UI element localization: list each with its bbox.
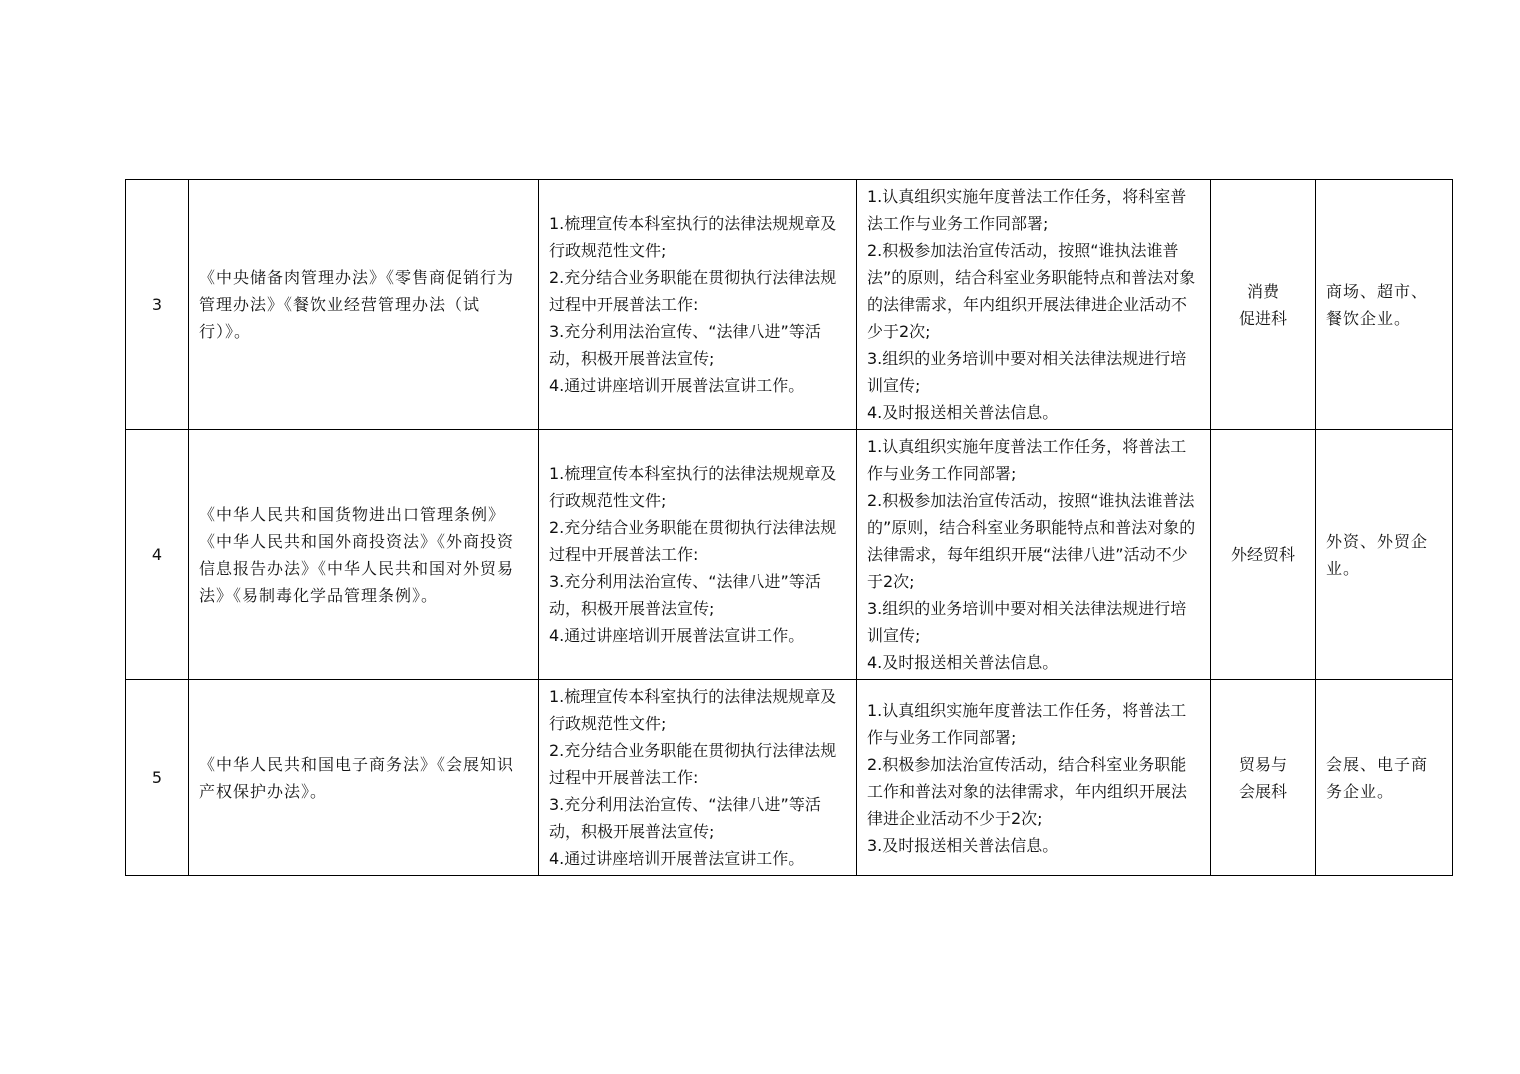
measure-item: 1.梳理宣传本科室执行的法律法规规章及行政规范性文件; xyxy=(549,214,837,260)
measure-item: 2.充分结合业务职能在贯彻执行法律法规过程中开展普法工作: xyxy=(549,268,837,314)
laws-cell: 《中华人民共和国电子商务法》《会展知识产权保护办法》。 xyxy=(189,680,539,876)
task-item: 3.组织的业务培训中要对相关法律法规进行培训宣传; xyxy=(867,349,1187,395)
measures-cell xyxy=(539,180,857,430)
tasks-cell xyxy=(857,680,1211,876)
measure-item: 4.通过讲座培训开展普法宣讲工作。 xyxy=(549,849,805,868)
task-item: 1.认真组织实施年度普法工作任务，将普法工作与业务工作同部署; xyxy=(867,700,1187,747)
laws-cell: 《中华人民共和国货物进出口管理条例》《中华人民共和国外商投资法》《外商投资信息报告办法》《中华人民共和国对外贸易法》《易制毒化学品管理条例》。 xyxy=(189,430,539,680)
measure-item: 1.梳理宣传本科室执行的法律法规规章及行政规范性文件; xyxy=(549,687,837,733)
task-item: 1.认真组织实施年度普法工作任务，将科室普法工作与业务工作同部署; xyxy=(867,187,1187,233)
task-item: 2.积极参加法治宣传活动，按照“谁执法谁普法”的原则，结合科室业务职能特点和普法对象的法律需求，年内组织开展法律进企业活动不少于2次; xyxy=(867,241,1196,341)
task-item: 3.组织的业务培训中要对相关法律法规进行培训宣传; xyxy=(867,599,1187,645)
department-name-line: 消费 xyxy=(1246,281,1279,301)
department-name-line: 会展科 xyxy=(1238,781,1287,801)
measure-item: 2.充分结合业务职能在贯彻执行法律法规过程中开展普法工作: xyxy=(549,741,837,787)
task-item: 1.认真组织实施年度普法工作任务，将普法工作与业务工作同部署; xyxy=(867,437,1187,483)
task-item: 4.及时报送相关普法信息。 xyxy=(867,403,1059,422)
row-number: 5 xyxy=(126,680,189,876)
measure-item: 4.通过讲座培训开展普法宣讲工作。 xyxy=(549,376,805,395)
measure-item: 3.充分利用法治宣传、“法律八进”等活动，积极开展普法宣传; xyxy=(549,795,821,841)
laws-cell: 《中央储备肉管理办法》《零售商促销行为管理办法》《餐饮业经营管理办法（试行）》。 xyxy=(189,180,539,430)
table-row xyxy=(126,180,1453,430)
measure-item: 3.充分利用法治宣传、“法律八进”等活动，积极开展普法宣传; xyxy=(549,572,821,618)
row-number: 4 xyxy=(126,430,189,680)
row-number: 3 xyxy=(126,180,189,430)
department-name-line: 贸易与 xyxy=(1238,754,1287,774)
task-item: 4.及时报送相关普法信息。 xyxy=(867,653,1059,672)
tasks-cell xyxy=(857,430,1211,680)
measure-item: 1.梳理宣传本科室执行的法律法规规章及行政规范性文件; xyxy=(549,464,837,510)
measures-cell xyxy=(539,680,857,876)
task-item: 3.及时报送相关普法信息。 xyxy=(867,835,1059,855)
measure-item: 4.通过讲座培训开展普法宣讲工作。 xyxy=(549,626,805,645)
measure-item: 3.充分利用法治宣传、“法律八进”等活动，积极开展普法宣传; xyxy=(549,322,821,368)
task-item: 2.积极参加法治宣传活动，结合科室业务职能工作和普法对象的法律需求，年内组织开展法律进企业活动不少于2次; xyxy=(867,754,1188,828)
task-item: 2.积极参加法治宣传活动，按照“谁执法谁普法的”原则，结合科室业务职能特点和普法对象的法律需求，每年组织开展“法律八进”活动不少于2次; xyxy=(867,491,1196,591)
department-name-line: 外经贸科 xyxy=(1230,545,1295,564)
department-name-line: 促进科 xyxy=(1238,308,1287,328)
measure-item: 2.充分结合业务职能在贯彻执行法律法规过程中开展普法工作: xyxy=(549,518,837,564)
targets-cell: 商场、超市、餐饮企业。 xyxy=(1316,180,1453,430)
targets-cell: 外资、外贸企业。 xyxy=(1316,430,1453,680)
department-cell xyxy=(1211,680,1316,876)
targets-cell: 会展、电子商务企业。 xyxy=(1316,680,1453,876)
legal-publicity-table xyxy=(125,179,1453,876)
table-row xyxy=(126,430,1453,680)
measures-cell xyxy=(539,430,857,680)
department-cell xyxy=(1211,430,1316,680)
tasks-cell xyxy=(857,180,1211,430)
department-cell xyxy=(1211,180,1316,430)
table-row xyxy=(126,680,1453,876)
